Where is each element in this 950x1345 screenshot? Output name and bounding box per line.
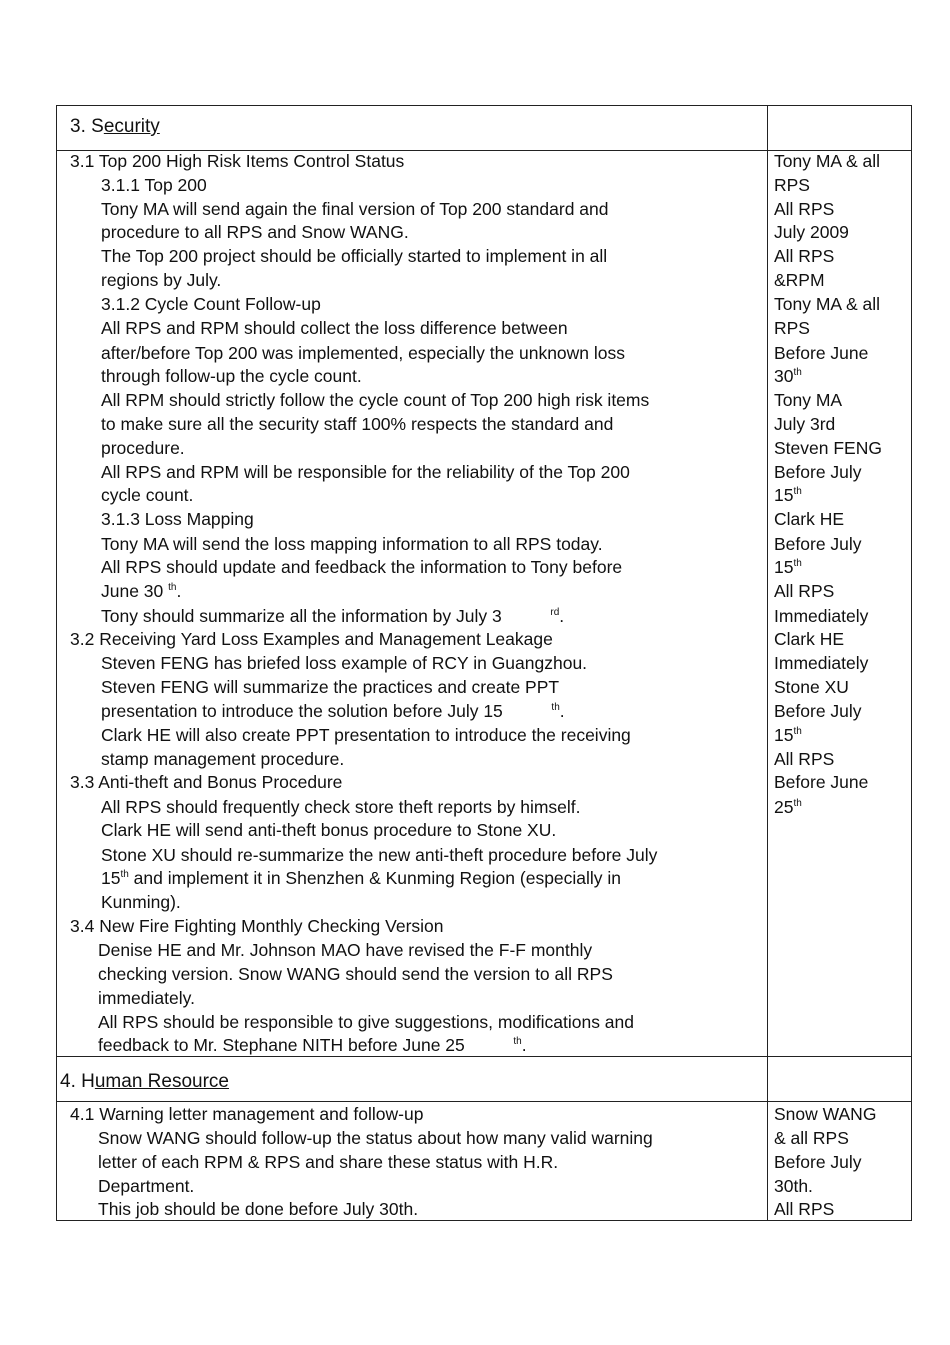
responsible-entry: All RPS — [774, 749, 835, 769]
item-3-1-2-heading: 3.1.2 Cycle Count Follow-up — [101, 294, 321, 314]
text-line: Stone XU should re-summarize the new anti-theft procedure before July — [101, 845, 658, 865]
deadline-entry: Immediately — [774, 653, 869, 673]
deadline-entry: Before June — [774, 343, 869, 363]
text-line: feedback to Mr. Stephane NITH before June 25 $^{th}$. — [98, 1035, 527, 1055]
column-divider — [767, 106, 768, 150]
deadline-entry: 15th — [774, 485, 802, 505]
text-line: after/before Top 200 was implemented, especially the unknown loss — [101, 343, 626, 363]
text-line: Tony should summarize all the information by July 3 $^{rd}$. — [101, 606, 565, 626]
responsible-entry: Snow WANG — [774, 1104, 877, 1124]
responsible-entry: All RPS — [774, 581, 835, 601]
text-line: Denise HE and Mr. Johnson MAO have revised the F-F monthly — [98, 940, 593, 960]
text-line: All RPM should strictly follow the cycle count of Top 200 high risk items — [101, 390, 650, 410]
text-line: letter of each RPM & RPS and share these status with H.R. — [98, 1152, 559, 1172]
item-3-2-heading: 3.2 Receiving Yard Loss Examples and Management Leakage — [70, 629, 553, 649]
text-line: Tony MA will send the loss mapping information to all RPS today. — [101, 534, 603, 554]
text-line: All RPS should be responsible to give suggestions, modifications and — [98, 1012, 635, 1032]
text-line: This job should be done before July 30th. — [98, 1199, 419, 1219]
minutes-table — [56, 105, 912, 1221]
section-3-body-row — [56, 151, 912, 1057]
text-line: Department. — [98, 1176, 195, 1196]
text-line: procedure to all RPS and Snow WANG. — [101, 222, 409, 242]
responsible-entry: Tony MA & all — [774, 151, 881, 171]
text-line: Tony MA will send again the final version of Top 200 standard and — [101, 199, 609, 219]
text-line: June 30 $^{th}$. — [101, 581, 182, 601]
text-line: checking version. Snow WANG should send the version to all RPS — [98, 964, 613, 984]
responsible-entry: Tony MA — [774, 390, 843, 410]
deadline-entry: Before July — [774, 701, 862, 721]
column-divider — [767, 1102, 768, 1220]
responsible-entry: &RPM — [774, 270, 825, 290]
deadline-entry: Before June — [774, 772, 869, 792]
text-line: The Top 200 project should be officially started to implement in all — [101, 246, 608, 266]
text-line: All RPS and RPM will be responsible for the reliability of the Top 200 — [101, 462, 630, 482]
item-3-1-3-heading: 3.1.3 Loss Mapping — [101, 509, 254, 529]
responsible-entry: All RPS — [774, 199, 835, 219]
deadline-entry: 25th — [774, 797, 802, 817]
text-line: stamp management procedure. — [101, 749, 345, 769]
text-line: to make sure all the security staff 100% respects the standard and — [101, 414, 614, 434]
responsible-entry: Clark HE — [774, 509, 845, 529]
text-line: regions by July. — [101, 270, 222, 290]
text-line: Steven FENG has briefed loss example of RCY in Guangzhou. — [101, 653, 588, 673]
deadline-entry: 30th. — [774, 1176, 813, 1196]
responsible-entry: RPS — [774, 318, 810, 338]
deadline-entry: Before July — [774, 462, 862, 482]
text-line: Clark HE will also create PPT presentation to introduce the receiving — [101, 725, 631, 745]
responsible-entry: All RPS — [774, 1199, 835, 1219]
text-line: All RPS should update and feedback the information to Tony before — [101, 557, 623, 577]
deadline-entry: Immediately — [774, 606, 869, 626]
column-divider — [767, 151, 768, 1056]
text-line: All RPS should frequently check store theft reports by himself. — [101, 797, 581, 817]
responsible-entry: Tony MA & all — [774, 294, 881, 314]
responsible-entry: & all RPS — [774, 1128, 849, 1148]
text-line: Clark HE will send anti-theft bonus procedure to Stone XU. — [101, 820, 557, 840]
section-3-header-row — [56, 105, 912, 151]
responsible-entry: Stone XU — [774, 677, 849, 697]
deadline-entry: 15th — [774, 557, 802, 577]
text-line: cycle count. — [101, 485, 194, 505]
deadline-entry: 30th — [774, 366, 802, 386]
text-line: 15th and implement it in Shenzhen & Kunming Region (especially in — [101, 868, 622, 888]
deadline-entry: Before July — [774, 1152, 862, 1172]
item-3-3-heading: 3.3 Anti-theft and Bonus Procedure — [70, 772, 343, 792]
item-4-1-heading: 4.1 Warning letter management and follow-up — [70, 1104, 424, 1124]
section-4-title: 4. Human Resource — [60, 1071, 229, 1092]
item-3-4-heading: 3.4 New Fire Fighting Monthly Checking Version — [70, 916, 444, 936]
text-line: through follow-up the cycle count. — [101, 366, 362, 386]
section-3-title: 3. Security — [70, 116, 160, 137]
text-line: Snow WANG should follow-up the status about how many valid warning — [98, 1128, 653, 1148]
section-4-body-row — [56, 1102, 912, 1221]
text-line: immediately. — [98, 988, 195, 1008]
column-divider — [767, 1057, 768, 1101]
deadline-entry: July 2009 — [774, 222, 849, 242]
deadline-entry: Before July — [774, 534, 862, 554]
deadline-entry: July 3rd — [774, 414, 836, 434]
text-line: All RPS and RPM should collect the loss difference between — [101, 318, 568, 338]
responsible-entry: RPS — [774, 175, 810, 195]
responsible-entry: Clark HE — [774, 629, 845, 649]
deadline-entry: 15th — [774, 725, 802, 745]
text-line: presentation to introduce the solution before July 15 $^{th}$. — [101, 701, 565, 721]
item-3-1-1-heading: 3.1.1 Top 200 — [101, 175, 207, 195]
text-line: procedure. — [101, 438, 185, 458]
responsible-entry: All RPS — [774, 246, 835, 266]
responsible-entry: Steven FENG — [774, 438, 882, 458]
text-line: Kunming). — [101, 892, 181, 912]
section-4-header-row — [56, 1057, 912, 1102]
text-line: Steven FENG will summarize the practices and create PPT — [101, 677, 560, 697]
item-3-1-heading: 3.1 Top 200 High Risk Items Control Status — [70, 151, 405, 171]
